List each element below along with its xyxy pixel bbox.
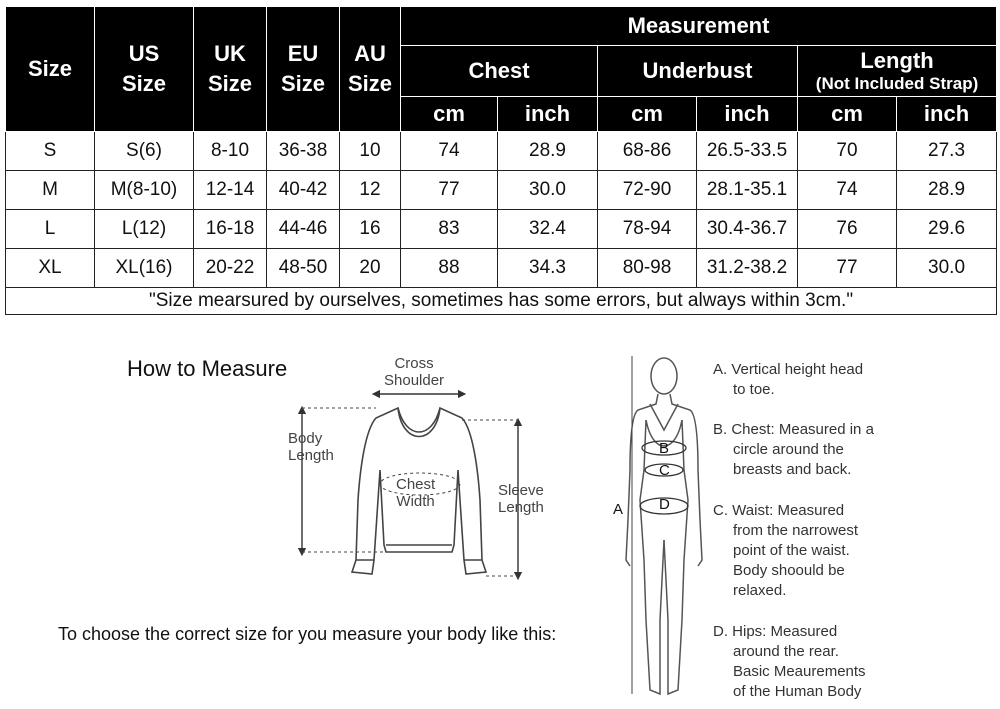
letter-c-label: C <box>659 462 670 479</box>
table-cell: 8-10 <box>194 132 267 171</box>
body-length-label: Body Length <box>288 430 334 464</box>
header-size: Size <box>6 7 95 132</box>
sleeve-length-label: Sleeve Length <box>498 482 544 516</box>
header-measurement: Measurement <box>401 7 997 46</box>
header-length: Length (Not Included Strap) <box>798 46 997 97</box>
header-underbust: Underbust <box>598 46 798 97</box>
table-cell: L <box>6 210 95 249</box>
table-cell: 72-90 <box>598 171 697 210</box>
header-length-note: (Not Included Strap) <box>815 74 979 93</box>
table-cell: 74 <box>401 132 498 171</box>
how-to-measure-title: How to Measure <box>127 356 288 381</box>
table-cell: 36-38 <box>267 132 340 171</box>
table-cell: 76 <box>798 210 897 249</box>
table-cell: 12-14 <box>194 171 267 210</box>
unit-length-inch: inch <box>897 97 997 132</box>
unit-chest-inch: inch <box>498 97 598 132</box>
table-cell: 16 <box>340 210 401 249</box>
table-cell: 28.9 <box>897 171 997 210</box>
table-cell: 28.1-35.1 <box>697 171 798 210</box>
table-cell: 78-94 <box>598 210 697 249</box>
chest-width-label: Chest Width <box>396 476 436 510</box>
header-eu-size: EU Size <box>267 7 340 132</box>
description-c: C. Waist: Measured from the narrowest point of the waist. Body shoould be relaxed. <box>713 502 859 599</box>
unit-underbust-inch: inch <box>697 97 798 132</box>
table-cell: 26.5-33.5 <box>697 132 798 171</box>
letter-d-label: D <box>659 496 670 513</box>
description-d: D. Hips: Measured around the rear. Basic Meaurements of the Human Body <box>713 623 866 700</box>
table-cell: 12 <box>340 171 401 210</box>
choose-size-text: To choose the correct size for you measure your body like this: <box>58 624 557 644</box>
table-cell: 70 <box>798 132 897 171</box>
table-cell: 28.9 <box>498 132 598 171</box>
table-cell: 34.3 <box>498 249 598 288</box>
cross-shoulder-label: Cross Shoulder <box>384 355 445 389</box>
table-cell: 20 <box>340 249 401 288</box>
table-cell: 20-22 <box>194 249 267 288</box>
table-cell: XL(16) <box>95 249 194 288</box>
table-cell: 30.0 <box>897 249 997 288</box>
unit-length-cm: cm <box>798 97 897 132</box>
table-cell: 48-50 <box>267 249 340 288</box>
table-cell: 30.0 <box>498 171 598 210</box>
table-cell: 74 <box>798 171 897 210</box>
human-figure-icon <box>626 358 702 694</box>
description-a: A. Vertical height head to toe. <box>713 361 864 398</box>
header-uk-size: UK Size <box>194 7 267 132</box>
table-cell: 32.4 <box>498 210 598 249</box>
table-cell: 44-46 <box>267 210 340 249</box>
table-cell: XL <box>6 249 95 288</box>
table-cell: 80-98 <box>598 249 697 288</box>
letter-a-label: A <box>613 501 624 518</box>
measurement-note: "Size mearsured by ourselves, sometimes has some errors, but always within 3cm." <box>6 288 997 315</box>
header-us-size: US Size <box>95 7 194 132</box>
letter-b-label: B <box>659 440 670 457</box>
table-cell: 16-18 <box>194 210 267 249</box>
table-cell: M(8-10) <box>95 171 194 210</box>
description-b: B. Chest: Measured in a circle around the breasts and back. <box>713 421 874 478</box>
table-cell: 10 <box>340 132 401 171</box>
table-cell: 29.6 <box>897 210 997 249</box>
header-chest: Chest <box>401 46 598 97</box>
table-cell: 31.2-38.2 <box>697 249 798 288</box>
table-cell: 27.3 <box>897 132 997 171</box>
table-cell: 40-42 <box>267 171 340 210</box>
table-cell: 83 <box>401 210 498 249</box>
unit-chest-cm: cm <box>401 97 498 132</box>
header-au-size: AU Size <box>340 7 401 132</box>
table-cell: 77 <box>798 249 897 288</box>
unit-underbust-cm: cm <box>598 97 697 132</box>
table-cell: S <box>6 132 95 171</box>
table-cell: 88 <box>401 249 498 288</box>
table-cell: L(12) <box>95 210 194 249</box>
table-cell: S(6) <box>95 132 194 171</box>
table-cell: M <box>6 171 95 210</box>
table-cell: 68-86 <box>598 132 697 171</box>
table-cell: 77 <box>401 171 498 210</box>
table-cell: 30.4-36.7 <box>697 210 798 249</box>
